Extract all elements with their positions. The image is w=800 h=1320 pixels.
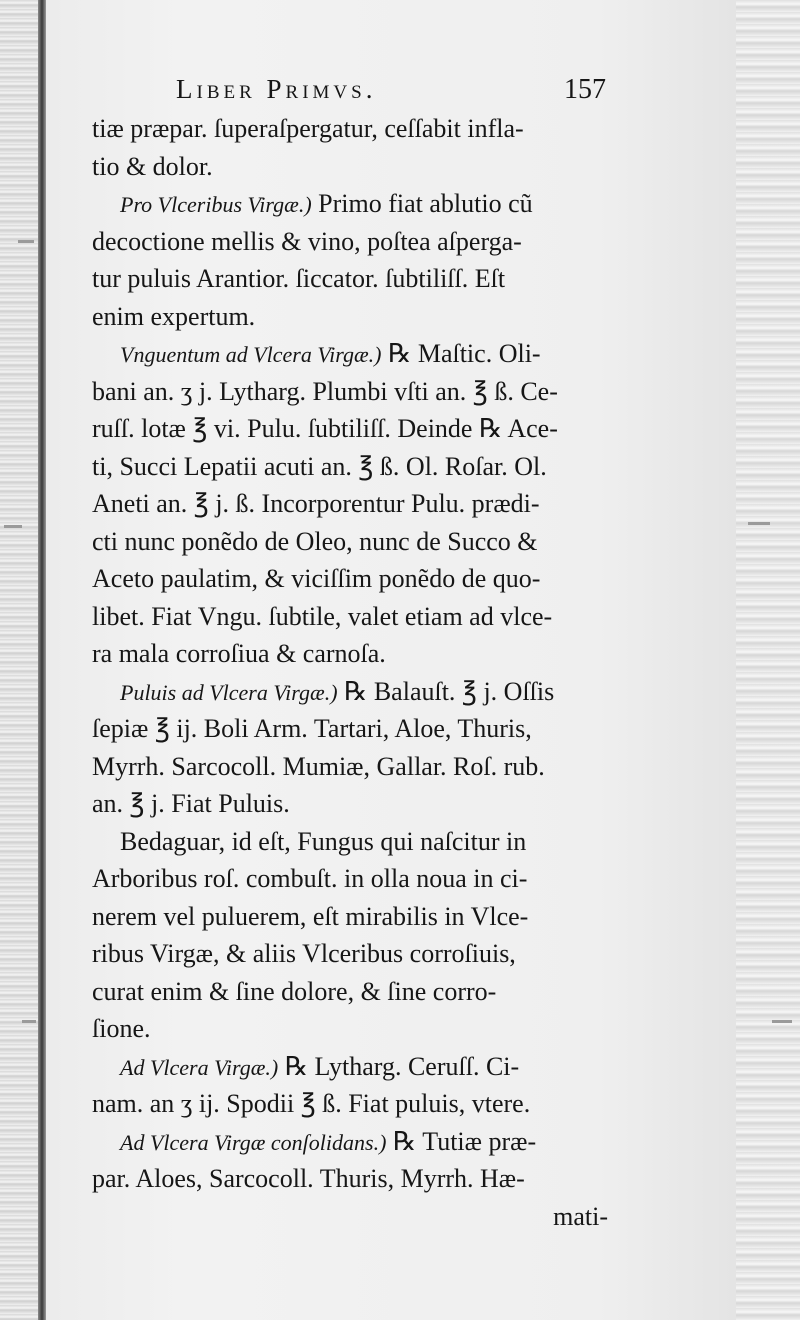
section-heading: Ad Vlcera Virgæ.): [120, 1054, 279, 1080]
scan-margin-right: [736, 0, 800, 1320]
text-line: [92, 485, 608, 523]
line-text: par. Aloes, Sarcocoll. Thuris, Myrrh. Hæ-: [92, 1164, 525, 1193]
line-text: decoctione mellis & vino, poſtea aſperga-: [92, 226, 522, 256]
text-line: [92, 260, 608, 298]
text-line: [92, 410, 608, 448]
line-text: ribus Virgæ, & aliis Vlceribus corroſiuis,: [92, 939, 516, 968]
text-line: [92, 935, 608, 973]
text-line: [92, 598, 608, 636]
section-heading: Vnguentum ad Vlcera Virgæ.): [120, 342, 382, 367]
text-line: [92, 148, 608, 186]
line-text: tio & dolor.: [92, 151, 213, 181]
line-text: ti, Succi Lepatii acuti an. ℥ ß. Ol. Roſar. Ol.: [92, 451, 547, 481]
text-line: [92, 523, 608, 561]
page-number: 157: [564, 74, 606, 105]
line-text: Bedaguar, id eſt, Fungus qui naſcitur in: [120, 826, 527, 856]
text-line: [92, 635, 608, 673]
section-heading: Pro Vlceribus Virgæ.): [120, 192, 312, 217]
line-text: ℞ Tutiæ præ-: [386, 1126, 537, 1156]
line-text: ruſſ. lotæ ℥ vi. Pulu. ſubtiliſſ. Deinde ℞ Ace-: [92, 414, 558, 443]
text-line: [92, 748, 608, 786]
text-line: [92, 1160, 608, 1198]
line-text: ℞ Maſtic. Oli-: [381, 339, 541, 368]
text-line: [92, 785, 608, 823]
line-text: Aneti an. ℥ j. ß. Incorporentur Pulu. prædi-: [92, 489, 540, 518]
line-text: enim expertum.: [92, 301, 256, 331]
text-line: [92, 1048, 608, 1086]
line-text: libet. Fiat Vngu. ſubtile, valet etiam ad vlce-: [92, 601, 553, 631]
line-text: curat enim & ſine dolore, & ſine corro-: [92, 976, 497, 1006]
line-text: ſepiæ ℥ ij. Boli Arm. Tartari, Aloe, Thuris,: [92, 714, 532, 743]
text-line: [92, 710, 608, 748]
text-line: [92, 860, 608, 898]
text-line: [92, 335, 608, 373]
text-line: [92, 185, 608, 223]
catchword: mati-: [553, 1201, 608, 1231]
text-line: [92, 1010, 608, 1048]
section-heading: Ad Vlcera Virgæ conſolidans.): [120, 1129, 387, 1155]
text-line: [92, 823, 608, 861]
line-text: ℞ Balauſt. ℥ j. Oſſis: [337, 676, 555, 706]
line-text: nam. an ʒ ij. Spodii ℥ ß. Fiat puluis, vtere.: [92, 1089, 531, 1118]
body-text: [92, 110, 608, 1235]
line-text: cti nunc ponẽdo de Oleo, nunc de Succo &: [92, 526, 538, 556]
book-page: [46, 0, 736, 1320]
line-text: ra mala corroſiua & carnoſa.: [92, 639, 386, 668]
line-text: nerem vel puluerem, eſt mirabilis in Vlce-: [92, 901, 529, 931]
line-text: ℞ Lytharg. Ceruſſ. Ci-: [278, 1051, 520, 1081]
scan-artifact: [748, 522, 770, 525]
text-line: [92, 973, 608, 1011]
scan-artifact: [4, 525, 22, 528]
text-line: [92, 373, 608, 411]
text-line: [92, 560, 608, 598]
text-line: [92, 110, 608, 148]
line-text: ſione.: [92, 1014, 151, 1043]
line-text: tiæ præpar. ſuperaſpergatur, ceſſabit infla-: [92, 114, 524, 143]
line-text: an. ℥ j. Fiat Puluis.: [92, 789, 290, 818]
text-line: [92, 298, 608, 336]
line-text: Primo fiat ablutio cũ: [311, 189, 533, 218]
line-text: tur puluis Arantior. ſiccator. ſubtiliſſ. Eſt: [92, 264, 506, 293]
text-line: [92, 673, 608, 711]
text-line: [92, 1123, 608, 1161]
scan-artifact: [22, 1020, 36, 1023]
scan-artifact: [18, 240, 34, 243]
scan-margin-left: [0, 0, 42, 1320]
line-text: Arboribus roſ. combuſt. in olla noua in ci-: [92, 864, 528, 893]
text-line: [92, 1085, 608, 1123]
running-head: [176, 74, 606, 108]
text-line: [92, 898, 608, 936]
section-heading: Puluis ad Vlcera Virgæ.): [120, 679, 338, 705]
line-text: Aceto paulatim, & viciſſim ponẽdo de quo-: [92, 564, 541, 593]
text-line: [92, 223, 608, 261]
running-title: Liber Primvs.: [176, 74, 377, 104]
line-text: Myrrh. Sarcocoll. Mumiæ, Gallar. Roſ. rub.: [92, 751, 545, 781]
line-text: bani an. ʒ j. Lytharg. Plumbi vſti an. ℥ ß. Ce-: [92, 376, 558, 406]
binding-edge: [38, 0, 46, 1320]
text-line: [92, 448, 608, 486]
scan-artifact: [772, 1020, 792, 1023]
